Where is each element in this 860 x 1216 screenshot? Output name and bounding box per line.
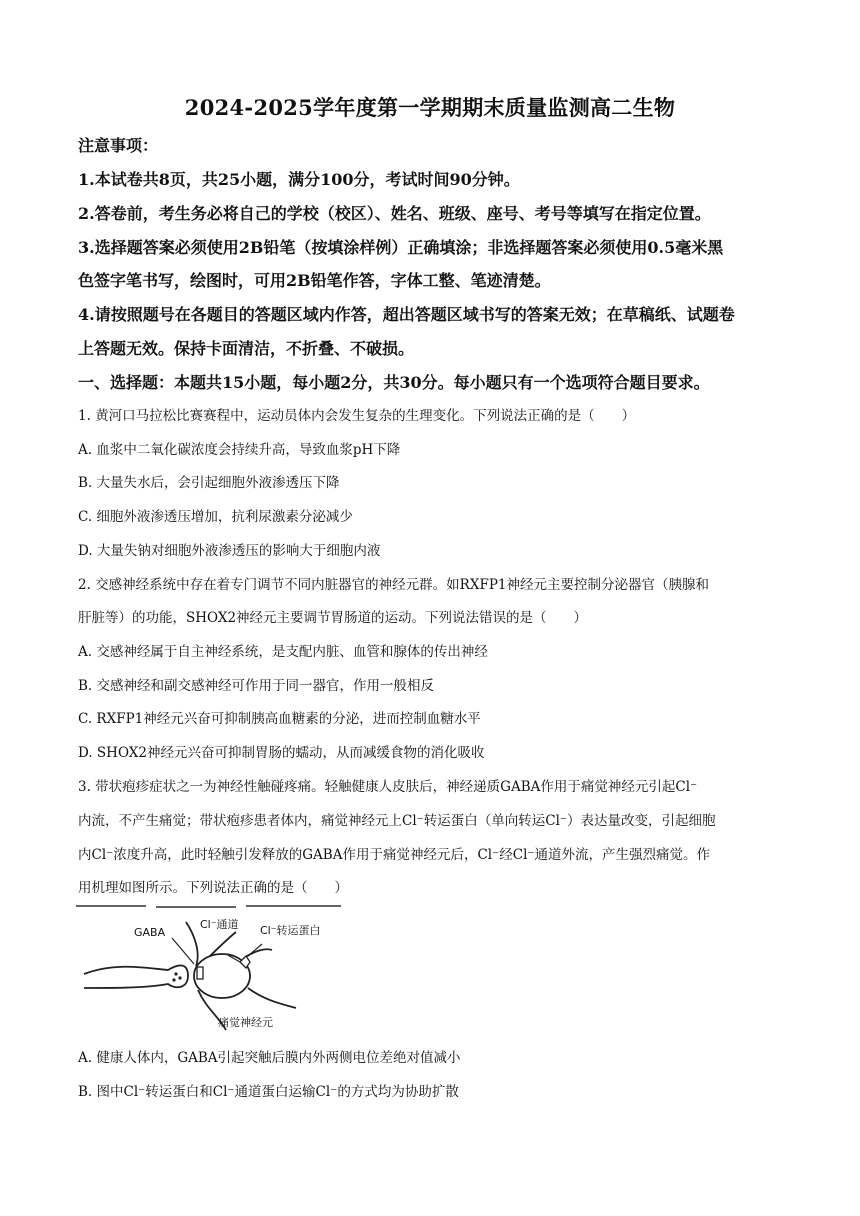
q1-stem: 1. 黄河口马拉松比赛赛程中，运动员体内会发生复杂的生理变化。下列说法正确的是（ ） [78,408,636,424]
q3-option-b: B. 图中Cl⁻转运蛋白和Cl⁻通道蛋白运输Cl⁻的方式均为协助扩散 [78,1084,459,1100]
note-item-4-cont: 上答题无效。保持卡面清洁，不折叠、不破损。 [78,339,415,358]
note-item-1: 1.本试卷共8页，共25小题，满分100分，考试时间90分钟。 [78,170,520,189]
q3-stem-line-3: 内Cl⁻浓度升高，此时轻触引发释放的GABA作用于痛觉神经元后，Cl⁻经Cl⁻通道外流，产生强烈痛觉。作 [78,847,711,863]
pain-neuron-label: 痛觉神经元 [218,1016,273,1029]
gaba-label: GABA [134,926,166,939]
q3-stem-line-1: 3. 带状疱疹症状之一为神经性触碰疼痛。轻触健康人皮肤后，神经递质GABA作用于痛觉神经元引起Cl⁻ [78,779,698,795]
cl-channel-label: Cl⁻通道 [200,918,239,931]
q1-option-d: D. 大量失钠对细胞外液渗透压的影响大于细胞内液 [78,543,381,559]
notes-heading: 注意事项： [78,136,159,155]
note-item-2: 2.答卷前，考生务必将自己的学校（校区）、姓名、班级、座号、考号等填写在指定位置。 [78,204,711,223]
neuron-synapse-figure [76,904,346,1032]
cl-transporter-label: Cl⁻转运蛋白 [260,924,321,937]
q3-option-a: A. 健康人体内，GABA引起突触后膜内外两侧电位差绝对值减小 [78,1050,461,1066]
cl-channel-icon [197,967,203,979]
q2-stem-line-1: 2. 交感神经系统中存在着专门调节不同内脏器官的神经元群。如RXFP1神经元主要控制分泌器官（胰腺和 [78,577,709,593]
section-heading: 一、选择题：本题共15小题，每小题2分，共30分。每小题只有一个选项符合题目要求。 [78,373,710,392]
q2-option-a: A. 交感神经属于自主神经系统，是支配内脏、血管和腺体的传出神经 [78,644,488,660]
q1-option-c: C. 细胞外液渗透压增加，抗利尿激素分泌减少 [78,509,353,525]
note-item-3: 3.选择题答案必须使用2B铅笔（按填涂样例）正确填涂；非选择题答案必须使用0.5毫米黑 [78,238,724,257]
q1-option-a: A. 血浆中二氧化碳浓度会持续升高，导致血浆pH下降 [78,442,401,458]
q3-stem-line-4: 用机理如图所示。下列说法正确的是（ ） [78,880,348,896]
q3-stem-line-2: 内流，不产生痛觉；带状疱疹患者体内，痛觉神经元上Cl⁻转运蛋白（单向转运Cl⁻）表达量改变，引起细胞 [78,813,716,829]
q2-option-c: C. RXFP1神经元兴奋可抑制胰高血糖素的分泌，进而控制血糖水平 [78,711,481,727]
q1-option-b: B. 大量失水后，会引起细胞外液渗透压下降 [78,475,340,491]
page-title: 2024-2025学年度第一学期期末质量监测高二生物 [184,95,676,120]
presynaptic-terminal [84,965,188,988]
q2-stem-line-2: 肝脏等）的功能，SHOX2神经元主要调节胃肠道的运动。下列说法错误的是（ ） [78,610,588,626]
note-item-4: 4.请按照题号在各题目的答题区域内作答，超出答题区域书写的答案无效；在草稿纸、试题卷 [78,305,735,324]
note-item-3-cont: 色签字笔书写，绘图时，可用2B铅笔作答，字体工整、笔迹清楚。 [78,271,551,290]
q2-option-d: D. SHOX2神经元兴奋可抑制胃肠的蠕动，从而减缓食物的消化吸收 [78,745,485,761]
q2-option-b: B. 交感神经和副交感神经可作用于同一器官，作用一般相反 [78,678,435,694]
